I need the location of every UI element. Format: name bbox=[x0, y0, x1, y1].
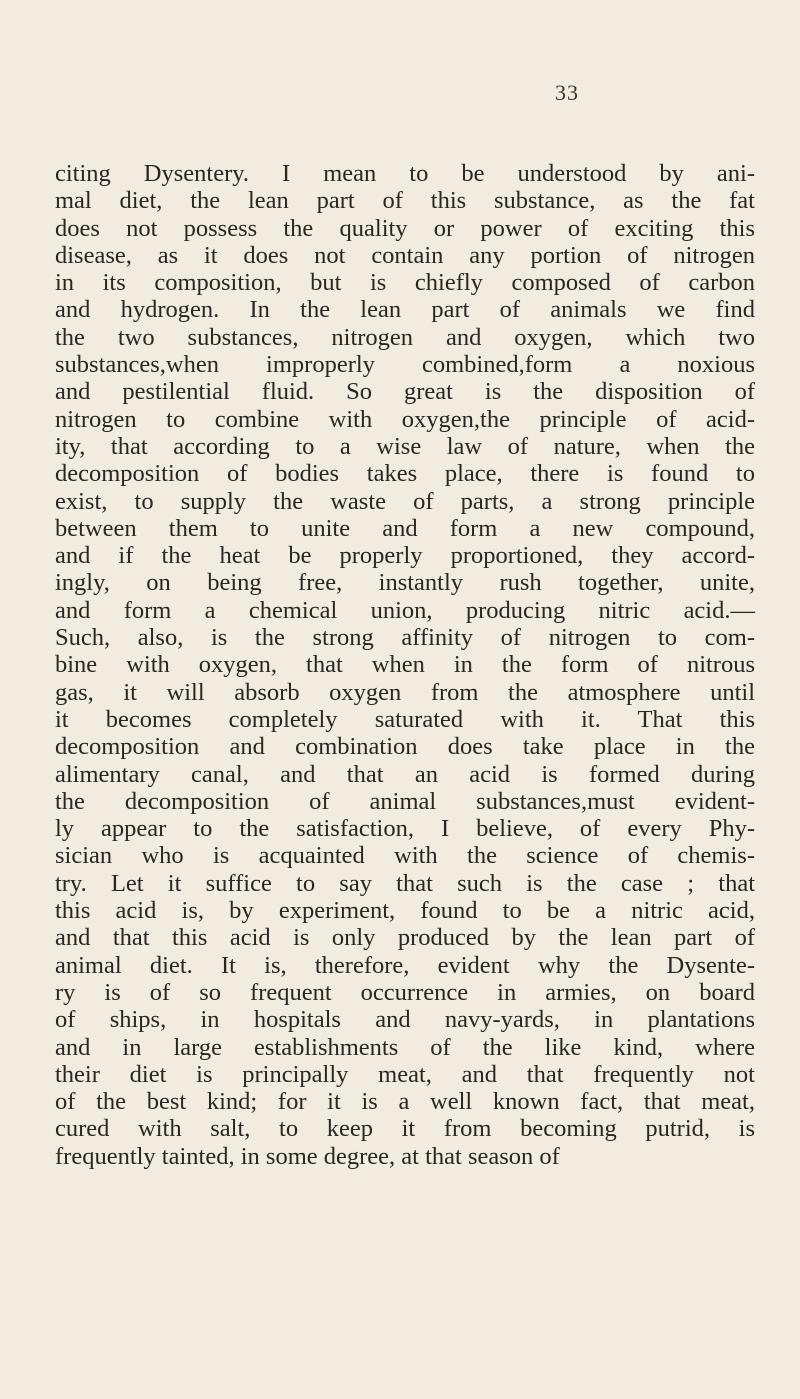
text-line: the decomposition of animal substances,must evident- bbox=[55, 787, 755, 815]
text-line: frequently tainted, in some degree, at that season of bbox=[55, 1142, 560, 1170]
text-line: exist, to supply the waste of parts, a strong principle bbox=[55, 487, 755, 515]
text-line: bine with oxygen, that when in the form of nitrous bbox=[55, 651, 755, 679]
text-line: in its composition, but is chiefly composed of carbon bbox=[55, 269, 755, 297]
text-line: it becomes completely saturated with it. That this bbox=[55, 705, 755, 733]
text-line: and form a chemical union, producing nitric acid.— bbox=[55, 596, 755, 624]
text-line: decomposition of bodies takes place, there is found to bbox=[55, 460, 755, 488]
text-line: gas, it will absorb oxygen from the atmosphere until bbox=[55, 678, 755, 706]
text-line: and that this acid is only produced by the lean part of bbox=[55, 924, 755, 952]
text-line: sician who is acquainted with the science of chemis- bbox=[55, 842, 755, 870]
text-line: ity, that according to a wise law of nature, when the bbox=[55, 432, 755, 460]
text-line: of ships, in hospitals and navy-yards, in plantations bbox=[55, 1006, 755, 1034]
text-line: animal diet. It is, therefore, evident why the Dysente- bbox=[55, 951, 755, 979]
text-line: try. Let it suffice to say that such is the case ; that bbox=[55, 869, 755, 897]
text-line: mal diet, the lean part of this substance, as the fat bbox=[55, 187, 755, 215]
text-line: ry is of so frequent occurrence in armies, on board bbox=[55, 978, 755, 1006]
text-line: their diet is principally meat, and that frequently not bbox=[55, 1060, 755, 1088]
text-line: the two substances, nitrogen and oxygen, which two bbox=[55, 323, 755, 351]
text-line: between them to unite and form a new compound, bbox=[55, 514, 755, 542]
text-line: cured with salt, to keep it from becoming putrid, is bbox=[55, 1115, 755, 1143]
text-line: and if the heat be properly proportioned, they accord- bbox=[55, 542, 755, 570]
text-line: alimentary canal, and that an acid is formed during bbox=[55, 760, 755, 788]
text-line: Such, also, is the strong affinity of nitrogen to com- bbox=[55, 624, 755, 652]
text-line: of the best kind; for it is a well known fact, that meat, bbox=[55, 1088, 755, 1116]
text-line: and pestilential fluid. So great is the disposition of bbox=[55, 378, 755, 406]
text-line: this acid is, by experiment, found to be a nitric acid, bbox=[55, 897, 755, 925]
text-line: decomposition and combination does take place in the bbox=[55, 733, 755, 761]
page-number: 33 bbox=[555, 80, 579, 105]
text-line: ly appear to the satisfaction, I believe, of every Phy- bbox=[55, 815, 755, 843]
text-line: citing Dysentery. I mean to be understood by ani- bbox=[55, 160, 755, 187]
text-line: disease, as it does not contain any portion of nitrogen bbox=[55, 241, 755, 269]
text-line: substances,when improperly combined,form a noxious bbox=[55, 351, 755, 379]
text-line: nitrogen to combine with oxygen,the principle of acid- bbox=[55, 405, 755, 433]
body-text bbox=[55, 160, 755, 1170]
text-line: does not possess the quality or power of exciting this bbox=[55, 214, 755, 242]
text-line: ingly, on being free, instantly rush together, unite, bbox=[55, 569, 755, 597]
text-line: and hydrogen. In the lean part of animals we find bbox=[55, 296, 755, 324]
text-line: and in large establishments of the like kind, where bbox=[55, 1033, 755, 1061]
